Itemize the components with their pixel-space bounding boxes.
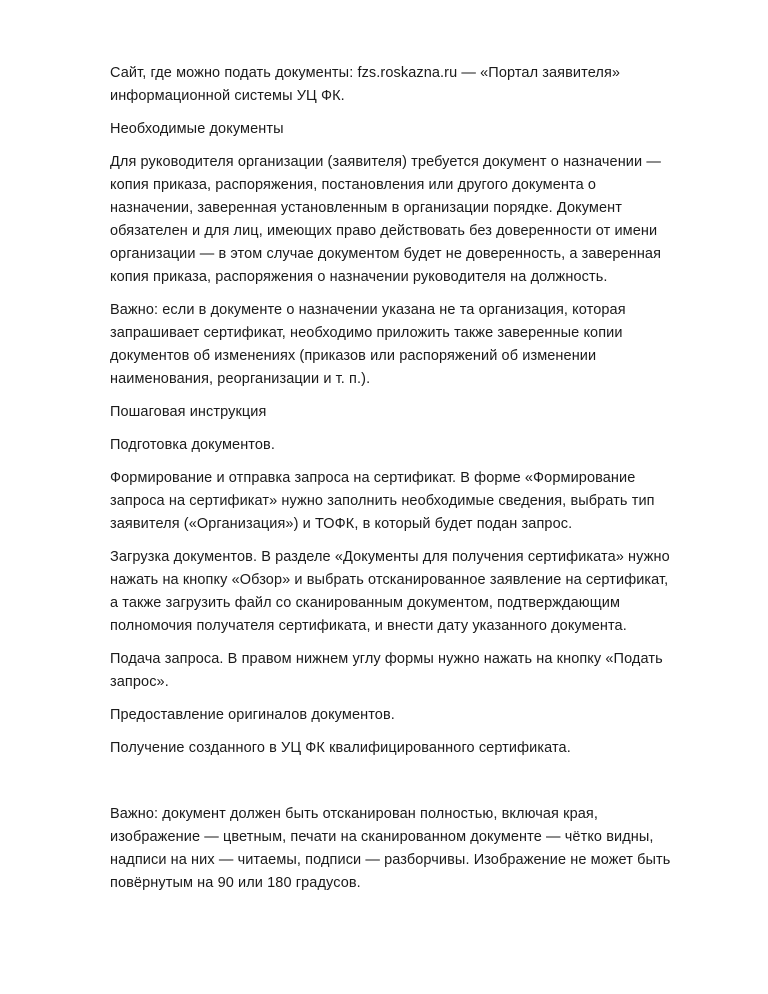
paragraph-important-org: Важно: если в документе о назначении указана не та организация, которая запрашивает сертификат, необходимо приложить также заверенные копии документов об изменениях (приказов или распоряжений об изменении наименования, реорганизации и т. п.). [110,302,630,387]
heading-required-documents: Необходимые документы [110,121,284,137]
paragraph-step-preparation: Подготовка документов. [110,437,275,453]
paragraph-step-originals: Предоставление оригиналов документов. [110,707,395,723]
paragraph-site-info: Сайт, где можно подать документы: fzs.roskazna.ru — «Портал заявителя» информационной системы УЦ ФК. [110,65,625,104]
heading-step-by-step: Пошаговая инструкция [110,404,267,420]
blank-line [110,770,672,793]
paragraph-step-upload: Загрузка документов. В разделе «Документы для получения сертификата» нужно нажать на кнопку «Обзор» и выбрать отсканированное заявление на сертификат, а также загрузить файл со сканированным документом, подтверждающим полномочия получателя сертификата, и внести дату указанного документа. [110,549,674,634]
paragraph-step-receive: Получение созданного в УЦ ФК квалифицированного сертификата. [110,740,571,756]
paragraph-important-scan: Важно: документ должен быть отсканирован полностью, включая края, изображение — цветным, печати на сканированном документе — чётко видны, надписи на них — читаемы, подписи — разборчивы. Изображение не может быть повёрнутым на 90 или 180 градусов. [110,806,675,891]
paragraph-head-of-org: Для руководителя организации (заявителя) требуется документ о назначении — копия приказа, распоряжения, постановления или другого документа о назначении, заверенная установленным в организации порядке. Документ обязателен и для лиц, имеющих право действовать без доверенности от имени организации — в этом случае документом будет не доверенность, а заверенная копия приказа, распоряжения о назначении руководителя на должность. [110,154,666,285]
paragraph-step-request: Формирование и отправка запроса на сертификат. В форме «Формирование запроса на сертификат» нужно заполнить необходимые сведения, выбрать тип заявителя («Организация») и ТОФК, в который будет подан запрос. [110,470,659,532]
paragraph-step-submit: Подача запроса. В правом нижнем углу формы нужно нажать на кнопку «Подать запрос». [110,651,667,690]
